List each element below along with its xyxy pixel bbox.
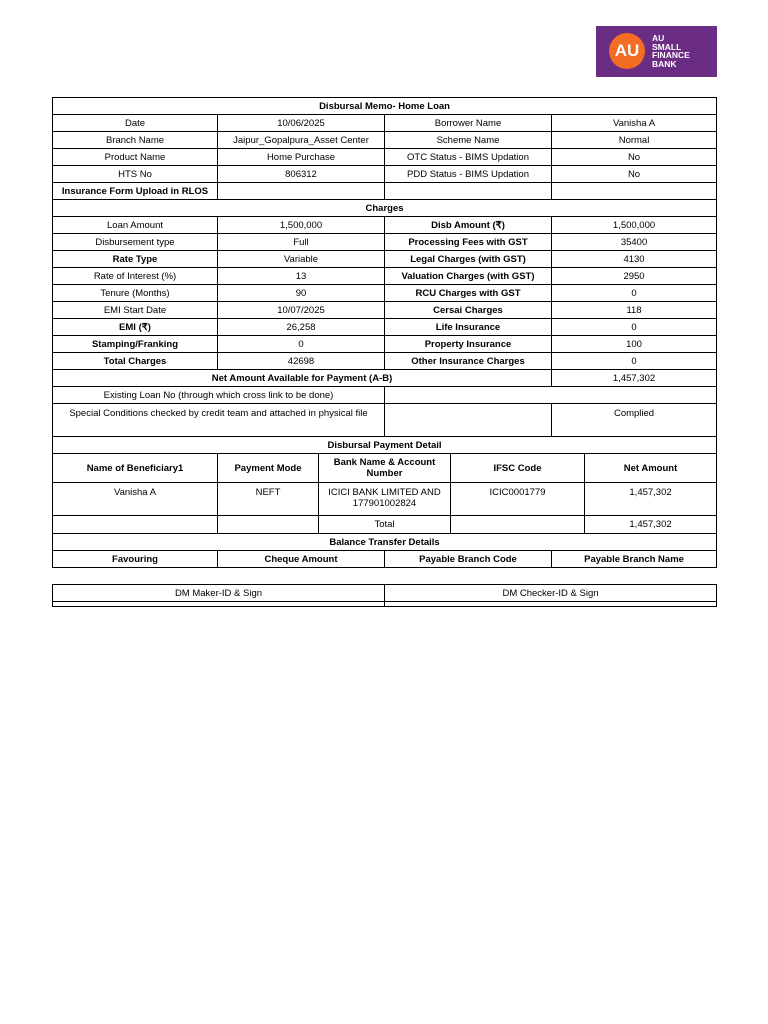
charges-row: Rate of Interest (%) 13 Valuation Charges (with GST) 2950 bbox=[53, 268, 717, 285]
charges-row: Tenure (Months) 90 RCU Charges with GST 0 bbox=[53, 285, 717, 302]
payment-row: Vanisha A NEFT ICICI BANK LIMITED AND 177901002824 ICIC0001779 1,457,302 bbox=[53, 483, 717, 516]
checker-sign-label: DM Checker-ID & Sign bbox=[385, 585, 717, 602]
balance-transfer-header-row: Favouring Cheque Amount Payable Branch Code Payable Branch Name bbox=[53, 551, 717, 568]
charges-title: Charges bbox=[53, 200, 717, 217]
net-amount-row: Net Amount Available for Payment (A-B) 1,457,302 bbox=[53, 370, 717, 387]
payment-title: Disbursal Payment Detail bbox=[53, 437, 717, 454]
signoff-table bbox=[52, 584, 717, 607]
charges-row: Total Charges 42698 Other Insurance Charges 0 bbox=[53, 353, 717, 370]
maker-sign-label: DM Maker-ID & Sign bbox=[53, 585, 385, 602]
memo-row: Date 10/06/2025 Borrower Name Vanisha A bbox=[53, 115, 717, 132]
disbursal-memo-table bbox=[52, 97, 717, 568]
memo-row: HTS No 806312 PDD Status - BIMS Updation No bbox=[53, 166, 717, 183]
memo-row: Branch Name Jaipur_Gopalpura_Asset Center Scheme Name Normal bbox=[53, 132, 717, 149]
charges-row: Stamping/Franking 0 Property Insurance 100 bbox=[53, 336, 717, 353]
au-bank-logo bbox=[596, 26, 717, 77]
existing-loan-row: Existing Loan No (through which cross link to be done) bbox=[53, 387, 717, 404]
charges-row: Loan Amount 1,500,000 Disb Amount (₹) 1,500,000 bbox=[53, 217, 717, 234]
memo-row: Product Name Home Purchase OTC Status - BIMS Updation No bbox=[53, 149, 717, 166]
charges-row: EMI Start Date 10/07/2025 Cersai Charges 118 bbox=[53, 302, 717, 319]
charges-row: Rate Type Variable Legal Charges (with GST) 4130 bbox=[53, 251, 717, 268]
memo-title: Disbursal Memo- Home Loan bbox=[53, 98, 717, 115]
charges-row: Disbursement type Full Processing Fees with GST 35400 bbox=[53, 234, 717, 251]
au-logo-mark: AU bbox=[609, 33, 645, 69]
balance-transfer-title: Balance Transfer Details bbox=[53, 534, 717, 551]
checker-sign-cell bbox=[385, 602, 717, 607]
logo-wordmark: AU SMALL FINANCE BANK bbox=[652, 33, 690, 69]
payment-total-row: Total 1,457,302 bbox=[53, 516, 717, 534]
charges-row: EMI (₹) 26,258 Life Insurance 0 bbox=[53, 319, 717, 336]
memo-row: Insurance Form Upload in RLOS bbox=[53, 183, 717, 200]
payment-header-row: Name of Beneficiary1 Payment Mode Bank Name & Account Number IFSC Code Net Amount bbox=[53, 454, 717, 483]
maker-sign-cell bbox=[53, 602, 385, 607]
special-conditions-row: Special Conditions checked by credit team and attached in physical file Complied bbox=[53, 404, 717, 437]
